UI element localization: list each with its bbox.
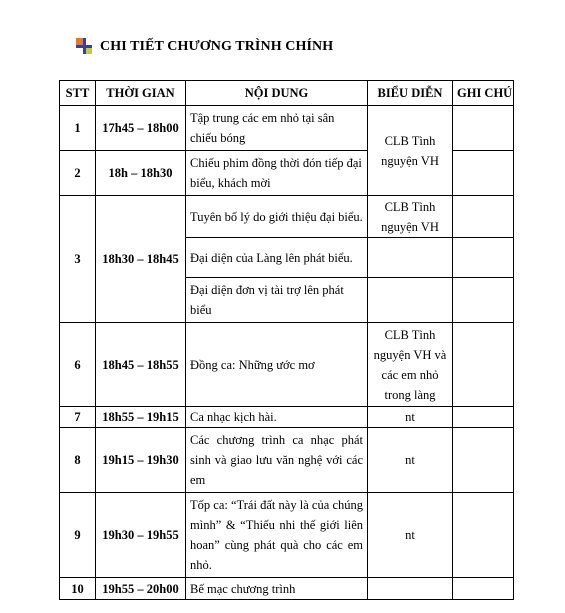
row-note (453, 428, 514, 493)
row-perform (368, 578, 453, 600)
row-time: 19h30 – 19h55 (96, 493, 186, 578)
row-content: Đại diện của Làng lên phát biểu. (186, 238, 368, 278)
row-note (453, 493, 514, 578)
row-stt: 3 (60, 196, 96, 323)
row-content: Tuyên bố lý do giới thiệu đại biểu. (186, 196, 368, 238)
section-heading (74, 36, 333, 58)
row-perform (368, 238, 453, 278)
header-stt: STT (60, 81, 96, 106)
row-content: Đại diện đơn vị tài trợ lên phát biểu (186, 278, 368, 323)
table-row (60, 493, 514, 578)
row-note (453, 196, 514, 238)
header-perform: BIỂU DIỄN (368, 81, 453, 106)
row-content: Các chương trình ca nhạc phát sinh và giao lưu văn nghệ với các em (186, 428, 368, 493)
row-content: Ca nhạc kịch hài. (186, 407, 368, 428)
section-title: CHI TIẾT CHƯƠNG TRÌNH CHÍNH (100, 39, 334, 54)
header-note: GHI CHÚ (453, 81, 514, 106)
row-time: 18h45 – 18h55 (96, 323, 186, 407)
row-perform: CLB Tình nguyện VH (368, 196, 453, 238)
row-time: 19h15 – 19h30 (96, 428, 186, 493)
row-perform: nt (368, 428, 453, 493)
row-perform: CLB Tình nguyện VH và các em nhỏ trong làng (368, 323, 453, 407)
row-content: Tập trung các em nhỏ tại sân chiếu bóng (186, 106, 368, 151)
row-stt: 6 (60, 323, 96, 407)
row-note (453, 323, 514, 407)
row-note (453, 278, 514, 323)
row-note (453, 407, 514, 428)
row-time: 18h55 – 19h15 (96, 407, 186, 428)
row-note (453, 151, 514, 196)
header-content: NỘI DUNG (186, 81, 368, 106)
program-bullet-icon (74, 37, 94, 57)
row-stt: 1 (60, 106, 96, 151)
table-header-row (60, 81, 514, 106)
program-schedule-table (59, 80, 514, 600)
header-time: THỜI GIAN (96, 81, 186, 106)
table-row (60, 106, 514, 151)
row-perform: CLB Tình nguyện VH (368, 106, 453, 196)
row-stt: 2 (60, 151, 96, 196)
row-time: 19h55 – 20h00 (96, 578, 186, 600)
table-row (60, 428, 514, 493)
table-row (60, 407, 514, 428)
row-perform: nt (368, 493, 453, 578)
row-note (453, 238, 514, 278)
table-row (60, 578, 514, 600)
row-note (453, 578, 514, 600)
table-row (60, 323, 514, 407)
row-content: Bế mạc chương trình (186, 578, 368, 600)
row-content: Tốp ca: “Trái đất này là của chúng mình” & “Thiếu nhi thế giới liên hoan” cùng phát quà cho các em nhỏ. (186, 493, 368, 578)
row-stt: 7 (60, 407, 96, 428)
row-note (453, 106, 514, 151)
row-time: 18h – 18h30 (96, 151, 186, 196)
row-content: Đồng ca: Những ước mơ (186, 323, 368, 407)
row-stt: 9 (60, 493, 96, 578)
row-time: 18h30 – 18h45 (96, 196, 186, 323)
row-content: Chiếu phim đồng thời đón tiếp đại biểu, khách mời (186, 151, 368, 196)
row-perform: nt (368, 407, 453, 428)
row-perform (368, 278, 453, 323)
row-time: 17h45 – 18h00 (96, 106, 186, 151)
row-stt: 8 (60, 428, 96, 493)
row-stt: 10 (60, 578, 96, 600)
table-row (60, 196, 514, 238)
